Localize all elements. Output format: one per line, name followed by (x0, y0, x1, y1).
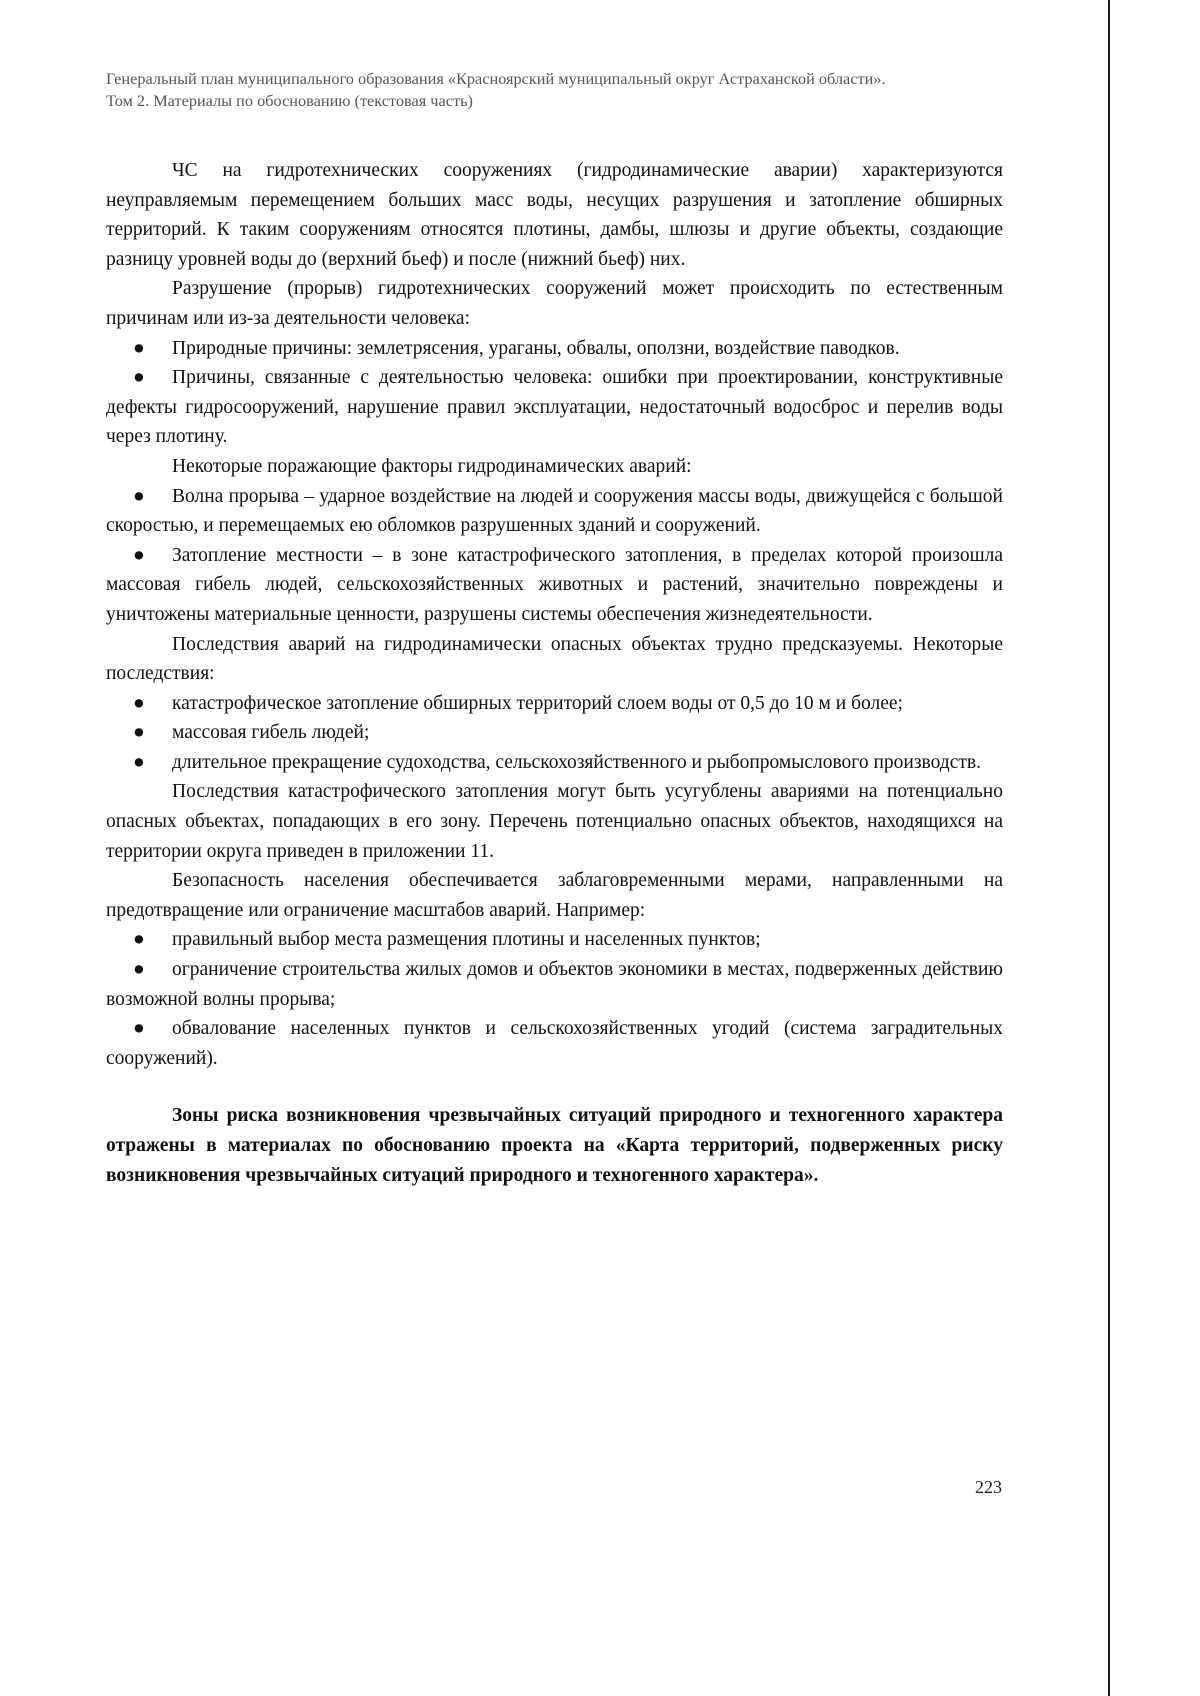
header-line-1: Генеральный план муниципального образования «Красноярский муниципальный округ Астраханской области». (106, 69, 886, 88)
list-item-text: обвалование населенных пунктов и сельскохозяйственных угодий (система заградительных сооружений). (106, 1018, 1003, 1069)
paragraph-destruction-causes: Разрушение (прорыв) гидротехнических сооружений может происходить по естественным причинам или из-за деятельности человека: (106, 278, 1003, 329)
list-item (106, 541, 1003, 630)
bullet-icon: ● (133, 959, 145, 981)
viewer-margin (1110, 0, 1200, 1696)
bullet-icon: ● (133, 367, 145, 389)
conclusion-paragraph: Зоны риска возникновения чрезвычайных ситуаций природного и техногенного характера отражены в материалах по обоснованию проекта на «Карта территорий, подверженных риску возникновения чрезвычайных ситуаций природного и техногенного характера». (106, 1105, 1003, 1186)
list-item (106, 689, 1003, 719)
bullet-icon: ● (133, 722, 145, 744)
paragraph-population-safety: Безопасность населения обеспечивается заблаговременными мерами, направленными на предотвращение или ограничение масштабов аварий. Например: (106, 870, 1003, 921)
paragraph-catastrophic-flooding: Последствия катастрофического затопления могут быть усугублены авариями на потенциально опасных объектах, попадающих в его зону. Перечень потенциально опасных объектов, находящихся на территории округа приведен в приложении 11. (106, 781, 1003, 862)
list-item (106, 955, 1003, 1014)
bullet-icon: ● (133, 337, 145, 359)
running-header (106, 68, 1006, 112)
list-item-text: массовая гибель людей; (172, 722, 370, 744)
list-item (106, 925, 1003, 955)
list-item (106, 1014, 1003, 1073)
paragraph-hydrodynamic-accidents: ЧС на гидротехнических сооружениях (гидродинамические аварии) характеризуются неуправляемым перемещением больших масс воды, несущих разрушения и затопление обширных территорий. К таким сооружениям относятся плотины, дамбы, шлюзы и другие объекты, создающие разницу уровней воды до (верхний бьеф) и после (нижний бьеф) них. (106, 160, 1003, 270)
list-item-text: длительное прекращение судоходства, сельскохозяйственного и рыбопромыслового производств. (172, 751, 981, 773)
bullet-icon: ● (133, 544, 145, 566)
list-item (106, 334, 1003, 364)
header-line-2: Том 2. Материалы по обоснованию (текстовая часть) (106, 91, 473, 110)
list-item-text: ограничение строительства жилых домов и объектов экономики в местах, подверженных действию возможной волны прорыва; (106, 959, 1003, 1010)
bullet-icon: ● (133, 1018, 145, 1040)
list-item-text: правильный выбор места размещения плотины и населенных пунктов; (172, 929, 761, 951)
list-item-text: Природные причины: землетрясения, ураганы, обвалы, оползни, воздействие паводков. (172, 337, 900, 359)
list-item (106, 718, 1003, 748)
list-item-text: катастрофическое затопление обширных территорий слоем воды от 0,5 до 10 м и более; (172, 692, 903, 714)
list-item (106, 482, 1003, 541)
paragraph-damaging-factors: Некоторые поражающие факторы гидродинамических аварий: (172, 455, 692, 477)
list-item-text: Причины, связанные с деятельностью человека: ошибки при проектировании, конструктивные дефекты гидросооружений, нарушение правил эксплуатации, недостаточный водосброс и перелив воды через плотину. (106, 367, 1003, 448)
page-number: 223 (975, 1477, 1002, 1497)
list-item-text: Затопление местности – в зоне катастрофического затопления, в пределах которой произошла массовая гибель людей, сельскохозяйственных животных и растений, значительно повреждены и уничтожены материальные ценности, разрушены системы обеспечения жизнедеятельности. (106, 544, 1003, 625)
bullet-icon: ● (133, 751, 145, 773)
bullet-icon: ● (133, 485, 145, 507)
list-item (106, 363, 1003, 452)
paragraph-consequences: Последствия аварий на гидродинамически опасных объектах трудно предсказуемы. Некоторые последствия: (106, 633, 1003, 685)
bullet-icon: ● (133, 692, 145, 714)
body-text (106, 156, 1003, 1190)
bullet-icon: ● (133, 929, 145, 951)
list-item (106, 748, 1003, 778)
list-item-text: Волна прорыва – ударное воздействие на людей и сооружения массы воды, движущейся с большой скоростью, и перемещаемых ею обломков разрушенных зданий и сооружений. (106, 485, 1003, 537)
